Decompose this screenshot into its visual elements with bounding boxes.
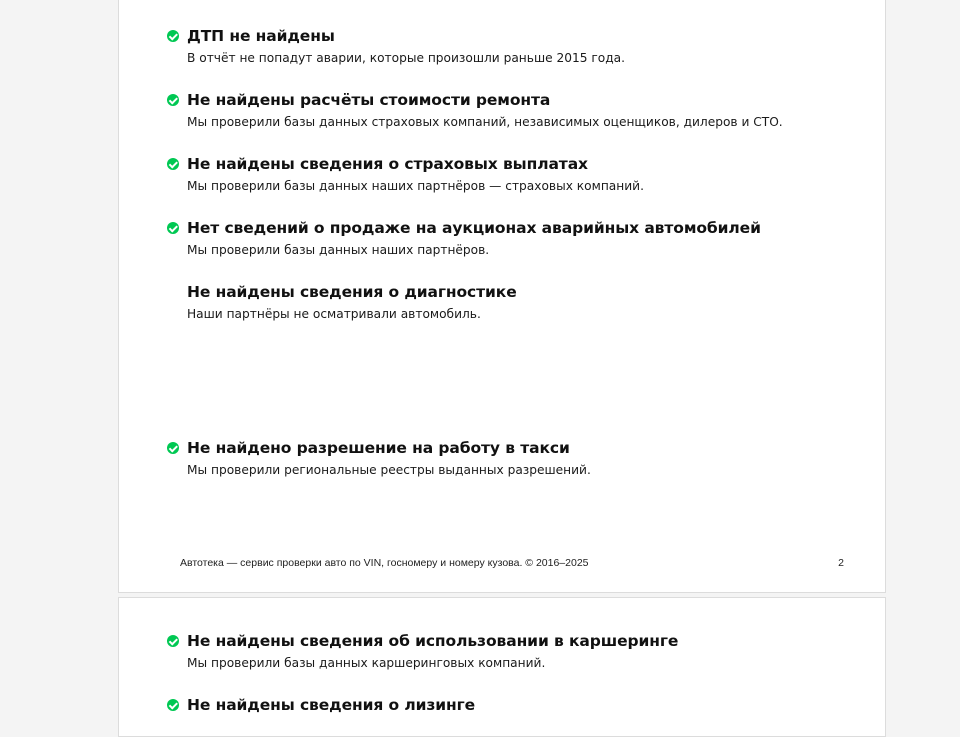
item-title: Не найдены сведения о страховых выплатах (187, 155, 588, 173)
item-title: Не найдены расчёты стоимости ремонта (187, 91, 551, 109)
item-title: Нет сведений о продаже на аукционах аварийных автомобилей (187, 219, 761, 237)
item-description: Мы проверили базы данных наших партнёров. (187, 243, 490, 257)
item-description: Мы проверили базы данных страховых компаний, независимых оценщиков, дилеров и СТО. (187, 115, 783, 129)
item-title: Не найдены сведения об использовании в каршеринге (187, 632, 679, 650)
check-circle-icon (167, 158, 179, 170)
page-number: 2 (838, 557, 844, 569)
item-description: Мы проверили базы данных каршеринговых компаний. (187, 656, 546, 670)
report-page-1 (118, 0, 886, 593)
check-circle-icon (167, 635, 179, 647)
item-title: Не найдено разрешение на работу в такси (187, 439, 570, 457)
item-description: Наши партнёры не осматривали автомобиль. (187, 307, 481, 321)
item-title: ДТП не найдены (187, 27, 335, 45)
check-circle-icon (167, 442, 179, 454)
check-circle-icon (167, 699, 179, 711)
page-footer-text: Автотека — сервис проверки авто по VIN, госномеру и номеру кузова. © 2016–2025 (180, 557, 589, 569)
check-circle-icon (167, 222, 179, 234)
report-page-2 (118, 597, 886, 737)
item-title: Не найдены сведения о диагностике (187, 283, 517, 301)
item-description: Мы проверили региональные реестры выданных разрешений. (187, 463, 591, 477)
item-description: В отчёт не попадут аварии, которые произошли раньше 2015 года. (187, 51, 625, 65)
check-circle-icon (167, 30, 179, 42)
check-circle-icon (167, 94, 179, 106)
item-title: Не найдены сведения о лизинге (187, 696, 476, 714)
item-description: Мы проверили базы данных наших партнёров — страховых компаний. (187, 179, 644, 193)
